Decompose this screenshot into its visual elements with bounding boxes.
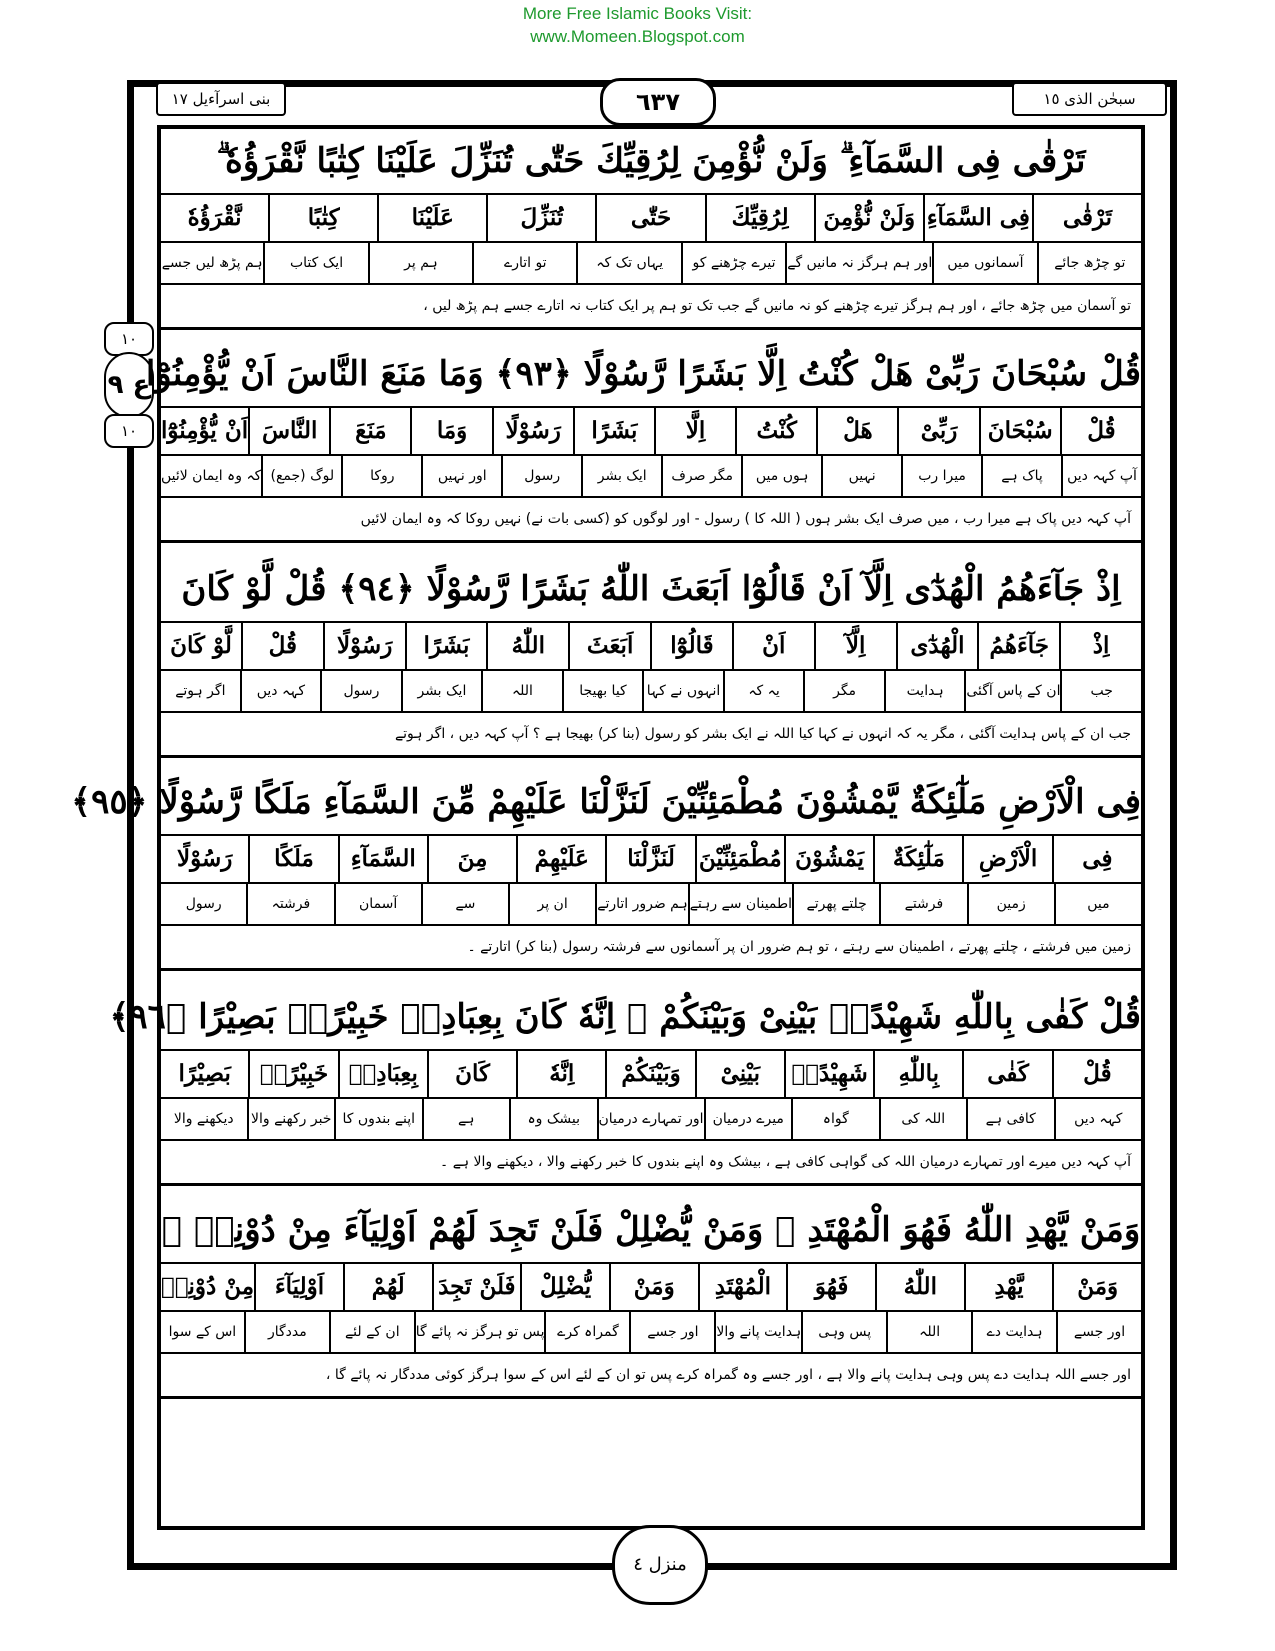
urdu-meaning-cell: اور ہم ہرگز نہ مانیں گے [785,243,932,283]
arabic-word-cell: رَسُوْلًا [177,845,233,872]
arabic-word-cell: اِذْ [1059,623,1141,669]
urdu-meaning-cell: تو اتارے [472,243,576,283]
surah-label: بنی اسرآءیل ١٧ [156,82,286,116]
arabic-word-cell: شَهِيْدًاۢ [784,1051,873,1097]
meaning-row [161,884,1141,926]
arabic-word-cell: السَّمَآءِ [338,836,427,882]
ruku-marker: ع ٩ [104,352,154,418]
arabic-word-cell: اَوْلِيَآءَ [254,1264,343,1310]
meaning-row [161,1099,1141,1141]
urdu-meaning-cell: ہم پڑھ لیں جسے [161,255,263,271]
arabic-word-cell: عَلَيْهِمْ [516,836,605,882]
arabic-word-cell: خَبِيْرًاۢ [248,1051,337,1097]
urdu-meaning-cell: اطمینان سے رہتے [688,884,792,924]
arabic-word-cell: كَفٰى [962,1051,1051,1097]
arabic-word-cell: كَانَ [427,1051,516,1097]
urdu-meaning-cell: خبر رکھنے والا [247,1099,335,1139]
urdu-meaning-cell: ایک کتاب [263,243,367,283]
arabic-verse-line: تَرْقٰى فِى السَّمَآءِ ۗ وَلَنْ نُّؤْمِنَ لِرُقِيِّكَ حَتّٰى تُنَزِّلَ عَلَيْنَا كِتٰبًا نَّقْرَؤُهٗ ۗ [161,129,1141,195]
arabic-word-cell: مِنْ دُوْنِهٖ [160,1273,255,1300]
word-row [161,195,1141,243]
urdu-meaning-cell: کہہ دیں [240,671,321,711]
urdu-meaning-cell: رسول [501,456,581,496]
urdu-meaning-cell: فرشتے [879,884,966,924]
arabic-word-cell: كِتٰبًا [268,195,377,241]
arabic-word-cell: فِى [1052,836,1141,882]
arabic-word-cell: وَمَنْ [1052,1264,1141,1310]
urdu-meaning-cell: میرا رب [901,456,981,496]
arabic-word-cell: اِلَّآ [814,623,896,669]
arabic-word-cell: رَسُوْلًا [323,623,405,669]
arabic-verse-line: قُلْ كَفٰى بِاللّٰهِ شَهِيْدًاۢ بَيْنِىْ وَبَيْنَكُمْ ۗ اِنَّهٗ كَانَ بِعِبَادِهٖ خَبِيْرًاۢ بَصِيْرًا ﴿٩٦﴾ [161,985,1141,1051]
ruku-count-top: ١٠ [104,322,154,356]
urdu-meaning-cell: اگر ہوتے [175,683,226,699]
arabic-verse-line: وَمَنْ يَّهْدِ اللّٰهُ فَهُوَ الْمُهْتَدِ ۚ وَمَنْ يُّضْلِلْ فَلَنْ تَجِدَ لَهُمْ اَوْلِيَآءَ مِنْ دُوْنِهٖ ۗ [161,1198,1141,1264]
urdu-meaning-cell: کیا بھیجا [562,671,643,711]
arabic-word-cell: اَنْ [732,623,814,669]
arabic-word-cell: رَسُوْلًا [492,408,573,454]
urdu-meaning-cell: تو چڑھ جائے [1037,243,1141,283]
urdu-meaning-cell: اور تمہارے درمیان [597,1099,704,1139]
urdu-meaning-cell: آسمانوں میں [932,243,1036,283]
urdu-meaning-cell: ہدایت [884,671,965,711]
urdu-meaning-cell: یہاں تک کہ [576,243,680,283]
verse-section [161,129,1141,330]
arabic-word-cell: اللّٰهُ [875,1264,964,1310]
urdu-meaning-cell: رسول [185,896,222,912]
urdu-meaning-cell: ہے [422,1099,510,1139]
arabic-word-cell: يَمْشُوْنَ [784,836,873,882]
urdu-translation-line: آپ کہہ دیں میرے اور تمہارے درمیان اللہ کی گواہی کافی ہے ، بیشک وہ اپنے بندوں کا خبر رکھنے والا ، دیکھنے والا ہے ۔ [161,1141,1141,1186]
urdu-meaning-cell: بیشک وہ [509,1099,597,1139]
arabic-word-cell: فَهُوَ [786,1264,875,1310]
arabic-word-cell: قُلْ [241,623,323,669]
arabic-word-cell: حَتّٰى [595,195,704,241]
urdu-meaning-cell: آپ کہہ دیں [1061,456,1141,496]
urdu-meaning-cell: ہم ضرور اتارتے [595,884,687,924]
arabic-verse-line: اِذْ جَآءَهُمُ الْهُدٰٓى اِلَّآ اَنْ قَالُوْٓا اَبَعَثَ اللّٰهُ بَشَرًا رَّسُوْلًا ﴿٩٤﴾ قُلْ لَّوْ كَانَ [161,557,1141,623]
word-row [161,1264,1141,1312]
site-url: www.Momeen.Blogspot.com [530,27,745,46]
urdu-meaning-cell: فرشتہ [246,884,333,924]
arabic-word-cell: رَبِّىْ [897,408,978,454]
verse-section [161,557,1141,758]
arabic-word-cell: قُلْ [1060,408,1141,454]
arabic-word-cell: جَآءَهُمُ [977,623,1059,669]
urdu-meaning-cell: لوگ (جمع) [261,456,341,496]
urdu-meaning-cell: اللہ [481,671,562,711]
arabic-word-cell: سُبْحَانَ [979,408,1060,454]
verse-section [109,985,1141,1186]
verse-section [71,770,1141,971]
urdu-translation-line: زمین میں فرشتے ، چلتے پھرتے ، اطمینان سے رہتے ، تو ہم ضرور ان پر آسمانوں سے فرشتہ رسول (بنا کر) اتارتے ۔ [161,926,1141,971]
arabic-word-cell: مِنَ [427,836,516,882]
urdu-meaning-cell: انہوں نے کہا [642,671,723,711]
urdu-meaning-cell: کہ وہ ایمان لائیں [160,468,262,484]
arabic-word-cell: بَشَرًا [405,623,487,669]
word-row [161,408,1141,456]
arabic-word-cell: النَّاسَ [248,408,329,454]
ruku-count-bottom: ١٠ [104,414,154,448]
arabic-word-cell: مَنَعَ [329,408,410,454]
arabic-word-cell: بِاللّٰهِ [873,1051,962,1097]
urdu-meaning-cell: کافی ہے [966,1099,1054,1139]
arabic-word-cell: وَبَيْنَكُمْ [605,1051,694,1097]
arabic-word-cell: تُنَزِّلَ [486,195,595,241]
arabic-verse-line: قُلْ سُبْحَانَ رَبِّىْ هَلْ كُنْتُ اِلَّا بَشَرًا رَّسُوْلًا ﴿٩٣﴾ وَمَا مَنَعَ النَّاسَ اَنْ يُّؤْمِنُوْٓا [161,342,1141,408]
urdu-translation-line: تو آسمان میں چڑھ جائے ، اور ہم ہرگز تیرے چڑھنے کو نہ مانیں گے جب تک تو ہم پر ایک کتاب نہ اتارے جسے ہم پڑھ لیں ، [161,285,1141,330]
arabic-word-cell: لَنَزَّلْنَا [605,836,694,882]
urdu-meaning-cell: یہ کہ [723,671,804,711]
arabic-word-cell: قَالُوْٓا [650,623,732,669]
arabic-word-cell: بَيْنِىْ [695,1051,784,1097]
arabic-word-cell: مُطْمَئِنِّيْنَ [695,836,784,882]
urdu-meaning-cell: اپنے بندوں کا [334,1099,422,1139]
juz-label: سبحٰن الذی ١٥ [1012,82,1167,116]
word-row [161,1051,1141,1099]
urdu-meaning-cell: ان کے لئے [329,1312,414,1352]
urdu-translation-line: آپ کہہ دیں پاک ہے میرا رب ، میں صرف ایک بشر ہوں ( اللہ کا ) رسول - اور لوگوں کو (کسی بات نے) نہیں روکا کہ وہ ایمان لائیں [161,498,1141,543]
arabic-word-cell: يَّهْدِ [964,1264,1053,1310]
urdu-meaning-cell: مگر [803,671,884,711]
arabic-word-cell: بِعِبَادِهٖ [338,1051,427,1097]
urdu-meaning-cell: تیرے چڑھنے کو [681,243,785,283]
urdu-meaning-cell: میرے درمیان [704,1099,792,1139]
arabic-word-cell: فِى السَّمَآءِ [923,195,1032,241]
urdu-meaning-cell: مددگار [244,1312,329,1352]
meaning-row [161,243,1141,285]
manzil-badge: منزل ٤ [612,1525,708,1605]
arabic-word-cell: مَلٰٓئِكَةٌ [873,836,962,882]
arabic-word-cell: الْاَرْضِ [962,836,1051,882]
urdu-meaning-cell: جب [1060,671,1141,711]
arabic-word-cell: لِرُقِيِّكَ [705,195,814,241]
urdu-translation-line: جب ان کے پاس ہدایت آگئی ، مگر یہ کہ انہوں نے کہا کیا اللہ نے ایک بشر کو رسول (بنا کر) بھیجا ہے ؟ آپ کہہ دیں ، اگر ہوتے [161,713,1141,758]
urdu-meaning-cell: چلتے پھرتے [792,884,879,924]
arabic-verse-line: فِى الْاَرْضِ مَلٰٓئِكَةٌ يَّمْشُوْنَ مُطْمَئِنِّيْنَ لَنَزَّلْنَا عَلَيْهِمْ مِّنَ السَّمَآءِ مَلَكًا رَّسُوْلًا ﴿٩٥﴾ [161,770,1141,836]
arabic-word-cell: مَلَكًا [248,836,337,882]
meaning-row [161,1312,1141,1354]
urdu-meaning-cell: ایک بشر [581,456,661,496]
urdu-translation-line: اور جسے اللہ ہدایت دے پس وہی ہدایت پانے والا ہے ، اور جسے وہ گمراہ کرے پس تو ان کے لئے اس کے سوا ہرگز کوئی مددگار نہ پائے گا ، [161,1354,1141,1399]
urdu-meaning-cell: آسمان [334,884,421,924]
urdu-meaning-cell: ہدایت دے [971,1312,1056,1352]
urdu-meaning-cell: روکا [341,456,421,496]
verse-section [161,1198,1141,1399]
urdu-meaning-cell: اس کے سوا [168,1324,237,1340]
arabic-word-cell: تَرْقٰى [1032,195,1141,241]
urdu-meaning-cell: پس تو ہرگز نہ پائے گا [414,1312,545,1352]
urdu-meaning-cell: رسول [320,671,401,711]
urdu-meaning-cell: دیکھنے والا [173,1111,234,1127]
urdu-meaning-cell: ہم پر [368,243,472,283]
arabic-word-cell: اللّٰهُ [486,623,568,669]
arabic-word-cell: اِنَّهٗ [516,1051,605,1097]
arabic-word-cell: لَهُمْ [343,1264,432,1310]
arabic-word-cell: اَنْ يُّؤْمِنُوْٓا [161,417,249,444]
arabic-word-cell: نَّقْرَؤُهٗ [187,204,242,231]
arabic-word-cell: الْهُدٰٓى [896,623,978,669]
urdu-meaning-cell: زمین [967,884,1054,924]
urdu-meaning-cell: اور نہیں [421,456,501,496]
site-promo-line: More Free Islamic Books Visit: [522,4,753,23]
urdu-meaning-cell: سے [421,884,508,924]
arabic-word-cell: اَبَعَثَ [568,623,650,669]
arabic-word-cell: بَشَرًا [573,408,654,454]
urdu-meaning-cell: پاک ہے [981,456,1061,496]
urdu-meaning-cell: مگر صرف [661,456,741,496]
urdu-meaning-cell: نہیں [821,456,901,496]
urdu-meaning-cell: ہدایت پانے والا [714,1312,801,1352]
word-row [161,623,1141,671]
verse-section [145,342,1141,543]
arabic-word-cell: بَصِيْرًا [178,1060,231,1087]
word-row [161,836,1141,884]
arabic-word-cell: الْمُهْتَدِ [698,1264,787,1310]
arabic-word-cell: كُنْتُ [735,408,816,454]
arabic-word-cell: قُلْ [1052,1051,1141,1097]
urdu-meaning-cell: ایک بشر [401,671,482,711]
meaning-row [161,671,1141,713]
urdu-meaning-cell: میں [1054,884,1141,924]
urdu-meaning-cell: گمراہ کرے [544,1312,629,1352]
urdu-meaning-cell: گواہ [791,1099,879,1139]
arabic-word-cell: فَلَنْ تَجِدَ [432,1264,521,1310]
arabic-word-cell: هَلْ [816,408,897,454]
urdu-meaning-cell: اور جسے [629,1312,714,1352]
arabic-word-cell: لَّوْ كَانَ [170,632,232,659]
arabic-word-cell: عَلَيْنَا [377,195,486,241]
arabic-word-cell: وَمَنْ [609,1264,698,1310]
urdu-meaning-cell: ہوں میں [741,456,821,496]
urdu-meaning-cell: اور جسے [1056,1312,1141,1352]
arabic-word-cell: وَمَا [410,408,491,454]
page-number: ٦٣٧ [600,78,716,126]
arabic-word-cell: اِلَّا [654,408,735,454]
urdu-meaning-cell: پس وہی [801,1312,886,1352]
meaning-row [161,456,1141,498]
urdu-meaning-cell: کہہ دیں [1054,1099,1142,1139]
urdu-meaning-cell: اللہ [886,1312,971,1352]
urdu-meaning-cell: اللہ کی [879,1099,967,1139]
urdu-meaning-cell: ان پر [508,884,595,924]
arabic-word-cell: يُّضْلِلْ [520,1264,609,1310]
arabic-word-cell: وَلَنْ نُّؤْمِنَ [814,195,923,241]
urdu-meaning-cell: ان کے پاس آگئی [964,671,1060,711]
